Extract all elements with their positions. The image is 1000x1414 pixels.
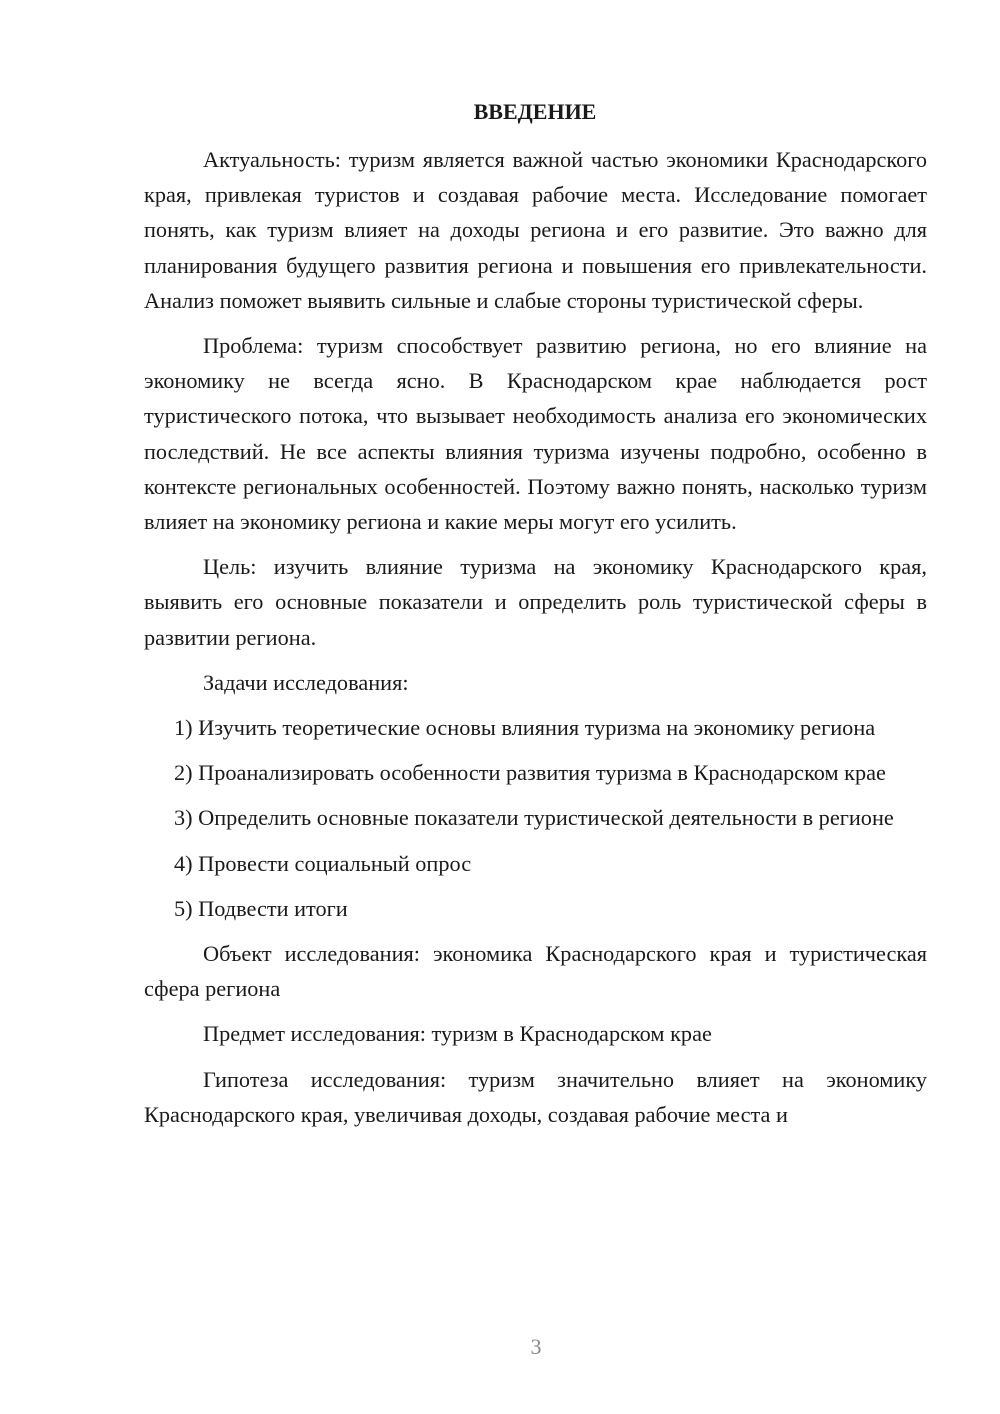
page-number: 3 xyxy=(530,1334,542,1359)
task-item-5: 5) Подвести итоги xyxy=(174,895,348,921)
task-item-3: 3) Определить основные показатели туристической деятельности в регионе xyxy=(174,805,894,831)
task-item-4: 4) Провести социальный опрос xyxy=(174,850,472,876)
task-item-2: 2) Проанализировать особенности развития туризма в Краснодарском крае xyxy=(174,760,886,786)
task-item-1: 1) Изучить теоретические основы влияния туризма на экономику региона xyxy=(174,715,876,741)
paragraph-object: Объект исследования: экономика Краснодарского края и туристическая сфера региона xyxy=(144,941,927,1002)
section-title: ВВЕДЕНИЕ xyxy=(473,99,597,124)
body-text xyxy=(144,142,927,1142)
paragraph-goal: Цель: изучить влияние туризма на экономику Краснодарского края, выявить его основные показатели и определить роль туристической сферы в развитии региона. xyxy=(144,554,927,650)
paragraph-relevance: Актуальность: туризм является важной частью экономики Краснодарского края, привлекая туристов и создавая рабочие места. Исследование помогает понять, как туризм влияет на доходы региона и его развитие. Это важно для планирования будущего развития региона и повышения его привлекательности. Анализ поможет выявить сильные и слабые стороны туристической сферы. xyxy=(144,147,927,313)
paragraph-subject: Предмет исследования: туризм в Краснодарском крае xyxy=(203,1021,712,1047)
paragraph-problem: Проблема: туризм способствует развитию региона, но его влияние на экономику не всегда ясно. В Краснодарском крае наблюдается рост туристического потока, что вызывает необходимость анализа его экономических последствий. Не все аспекты влияния туризма изучены подробно, особенно в контексте региональных особенностей. Поэтому важно понять, насколько туризм влияет на экономику региона и какие меры могут его усилить. xyxy=(144,333,927,535)
paragraph-hypothesis: Гипотеза исследования: туризм значительно влияет на экономику Краснодарского края, увеличивая доходы, создавая рабочие места и xyxy=(144,1066,927,1127)
paragraph-tasks-heading: Задачи исследования: xyxy=(203,669,409,695)
